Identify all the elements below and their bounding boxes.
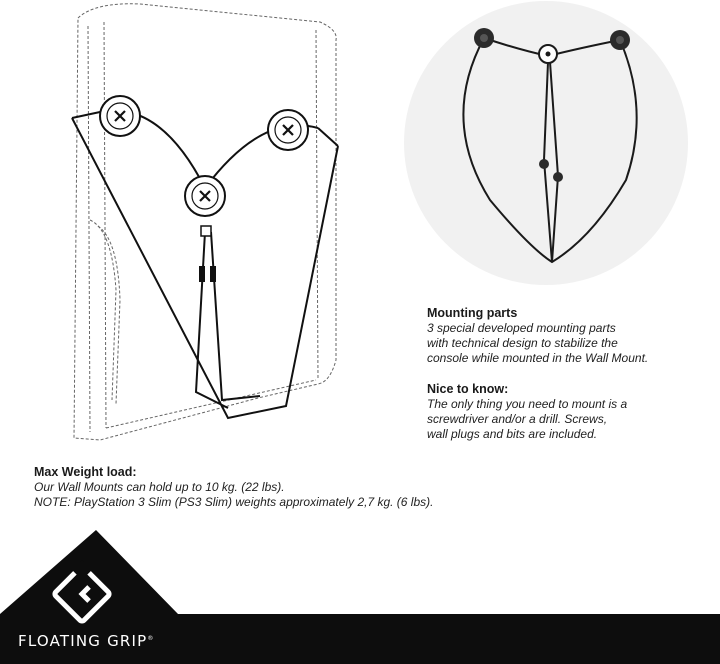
mounting-parts-line: console while mounted in the Wall Mount. xyxy=(427,351,649,365)
nice-to-know-title: Nice to know: xyxy=(427,382,509,396)
photo-weight-bead-2 xyxy=(553,172,563,182)
mounting-parts-section xyxy=(427,306,717,366)
mounting-parts-line: with technical design to stabilize the xyxy=(427,336,618,350)
photo-weight-bead-1 xyxy=(539,159,549,169)
max-weight-line: Our Wall Mounts can hold up to 10 kg. (22 lbs). xyxy=(34,480,285,494)
nice-to-know-line: The only thing you need to mount is a xyxy=(427,397,628,411)
photo-mount-right xyxy=(610,30,630,50)
nice-to-know-section xyxy=(427,382,717,442)
mounting-parts-title: Mounting parts xyxy=(427,306,518,320)
mounting-parts-line: 3 special developed mounting parts xyxy=(427,321,616,335)
mount-disc-center xyxy=(185,176,225,282)
mount-disc-left xyxy=(100,96,140,136)
photo-mount-left xyxy=(474,28,494,48)
max-weight-line: NOTE: PlayStation 3 Slim (PS3 Slim) weights approximately 2,7 kg. (6 lbs). xyxy=(34,495,434,509)
mounting-parts-photo xyxy=(400,0,700,290)
photo-circle-background xyxy=(404,1,688,285)
max-weight-title: Max Weight load: xyxy=(34,465,137,479)
mount-disc-right xyxy=(268,110,308,150)
brand-name-text: FLOATING GRIP xyxy=(18,632,148,650)
nice-to-know-line: screwdriver and/or a drill. Screws, xyxy=(427,412,608,426)
max-weight-section xyxy=(34,465,594,510)
brand-name xyxy=(18,632,155,650)
console-mount-illustration xyxy=(0,0,400,460)
registered-mark: ® xyxy=(147,635,155,642)
photo-mount-center xyxy=(539,45,557,63)
nice-to-know-line: wall plugs and bits are included. xyxy=(427,427,598,441)
mount-cable xyxy=(72,111,338,418)
